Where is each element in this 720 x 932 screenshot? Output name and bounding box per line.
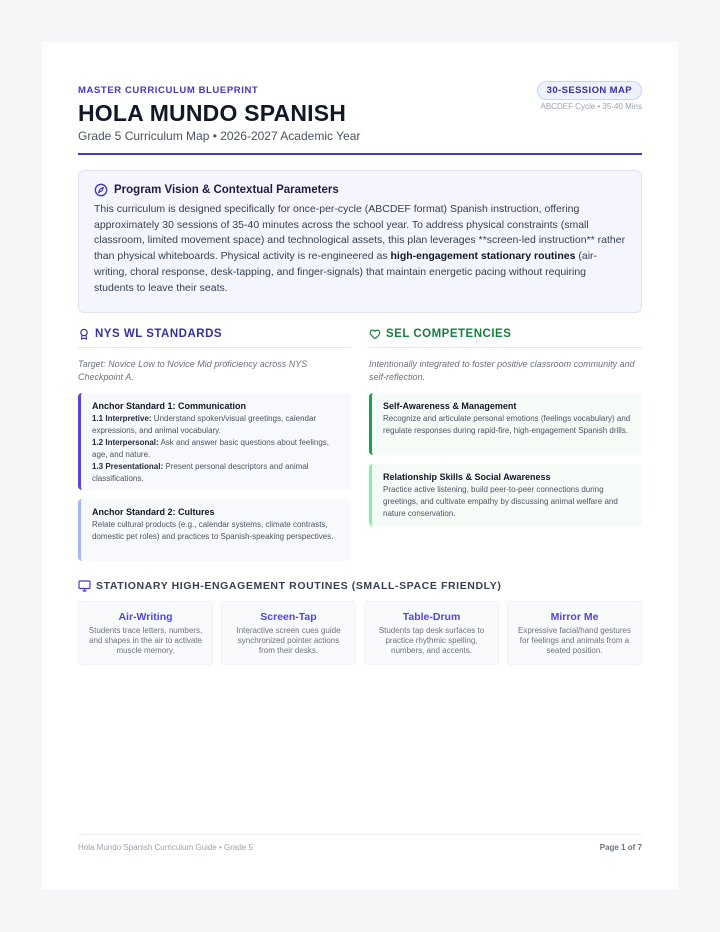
vision-body [94, 202, 626, 296]
session-map-badge: 30-SESSION MAP [537, 81, 642, 100]
routines-title: STATIONARY HIGH-ENGAGEMENT ROUTINES (SMALL-SPACE FRIENDLY) [96, 580, 502, 592]
routine-description: Interactive screen cues guide synchronized pointer actions from their desks. [236, 626, 341, 655]
sel-column [369, 326, 642, 384]
anchor-standard-2-text: Relate cultural products (e.g., calendar systems, climate contrasts, domestic pet roles) and practices to Spanish-speaking perspectives. [92, 520, 334, 541]
standard-item-label: 1.2 Interpersonal: [92, 438, 159, 447]
routine-card-table-drum [364, 601, 499, 665]
routine-description: Expressive facial/hand gestures for feelings and animals from a seated position. [518, 626, 631, 655]
sel-card-title: Relationship Skills & Social Awareness [383, 472, 551, 482]
anchor-standard-1-card [78, 393, 351, 490]
footer-divider [78, 834, 642, 835]
routine-card-mirror-me [507, 601, 642, 665]
routine-name: Table-Drum [402, 611, 461, 623]
standards-column [78, 326, 351, 384]
sel-card-self-awareness [369, 393, 642, 455]
heart-icon [369, 328, 381, 340]
routine-card-air-writing [78, 601, 213, 665]
standard-item-text: Ask and answer basic questions about feelings, age, and nature. [92, 438, 330, 459]
routine-description: Students trace letters, numbers, and shapes in the air to activate muscle memory. [88, 626, 203, 655]
standard-item-label: 1.1 Interpretive: [92, 414, 152, 423]
standard-item [92, 461, 342, 485]
sel-title: SEL COMPETENCIES [386, 328, 512, 340]
monitor-icon [78, 580, 91, 592]
sel-card-text: Practice active listening, build peer-to-peer connections during greetings, and cultivate empathy by discussing animal welfare and nature conservation. [383, 485, 618, 518]
standard-item-text: Present personal descriptors and animal classifications. [92, 462, 309, 483]
standards-title: NYS WL STANDARDS [95, 328, 223, 340]
standards-divider [78, 347, 351, 348]
award-icon [78, 328, 90, 340]
sel-header [369, 326, 642, 342]
vision-body-emphasis: high-engagement stationary routines [390, 250, 576, 263]
page-title: HOLA MUNDO SPANISH [78, 100, 347, 126]
anchor-standard-1-title: Anchor Standard 1: Communication [92, 401, 247, 411]
vision-body-text: This curriculum is designed specifically for once-per-cycle (ABCDEF format) Spanish instruction, offering approximately 30 sessions of 35-40 minutes across the school year. To address physical constraints (small classroom, limited movement space) and technological assets, this plan leverages **screen-led instruction** rather than physical whiteboards. Physical activity is re-engineered as [94, 203, 626, 263]
page-content [78, 42, 642, 890]
compass-icon [94, 183, 108, 197]
routines-grid [78, 601, 642, 665]
header-divider [78, 153, 642, 155]
routine-name: Mirror Me [550, 611, 599, 623]
vision-header [94, 183, 626, 197]
anchor-standard-2-title: Anchor Standard 2: Cultures [92, 507, 215, 517]
sel-card-title: Self-Awareness & Management [383, 401, 517, 411]
routine-description: Students tap desk surfaces to practice rhythmic spelling, numbers, and accents. [378, 626, 485, 655]
standard-item-label: 1.3 Presentational: [92, 462, 164, 471]
routine-card-screen-tap [221, 601, 356, 665]
vision-body-text-end: (air-writing, choral response, desk-tapping, and finger-signals) that maintain energetic pacing without requiring students to leave their seats. [94, 250, 598, 294]
sel-card-text: Recognize and articulate personal emotions (feelings vocabulary) and regulate responses during rapid-fire, high-engagement Spanish drills. [383, 414, 631, 435]
routines-header [78, 580, 501, 592]
page-subtitle: Grade 5 Curriculum Map • 2026-2027 Academic Year [78, 129, 361, 143]
standards-header [78, 326, 351, 342]
document-page [42, 42, 678, 890]
routine-name: Air-Writing [118, 611, 173, 623]
cycle-info: ABCDEF Cycle • 35-40 Mins [540, 102, 642, 111]
page-number: Page 1 of 7 [599, 843, 642, 852]
footer-document-title: Hola Mundo Spanish Curriculum Guide • Grade 5 [78, 843, 253, 852]
anchor-standard-2-card [78, 499, 351, 561]
standard-item [92, 437, 342, 461]
vision-title: Program Vision & Contextual Parameters [114, 184, 339, 196]
standard-item-text: Understand spoken/visual greetings, calendar expressions, and animal vocabulary. [92, 414, 317, 435]
sel-card-relationship-skills [369, 464, 642, 526]
eyebrow-label: MASTER CURRICULUM BLUEPRINT [78, 85, 259, 96]
routine-name: Screen-Tap [260, 611, 317, 623]
sel-divider [369, 347, 642, 348]
standards-target: Target: Novice Low to Novice Mid proficiency across NYS Checkpoint A. [78, 359, 308, 382]
standard-item [92, 413, 342, 437]
program-vision-panel [78, 170, 642, 313]
sel-target: Intentionally integrated to foster positive classroom community and self-reflection. [369, 359, 635, 382]
